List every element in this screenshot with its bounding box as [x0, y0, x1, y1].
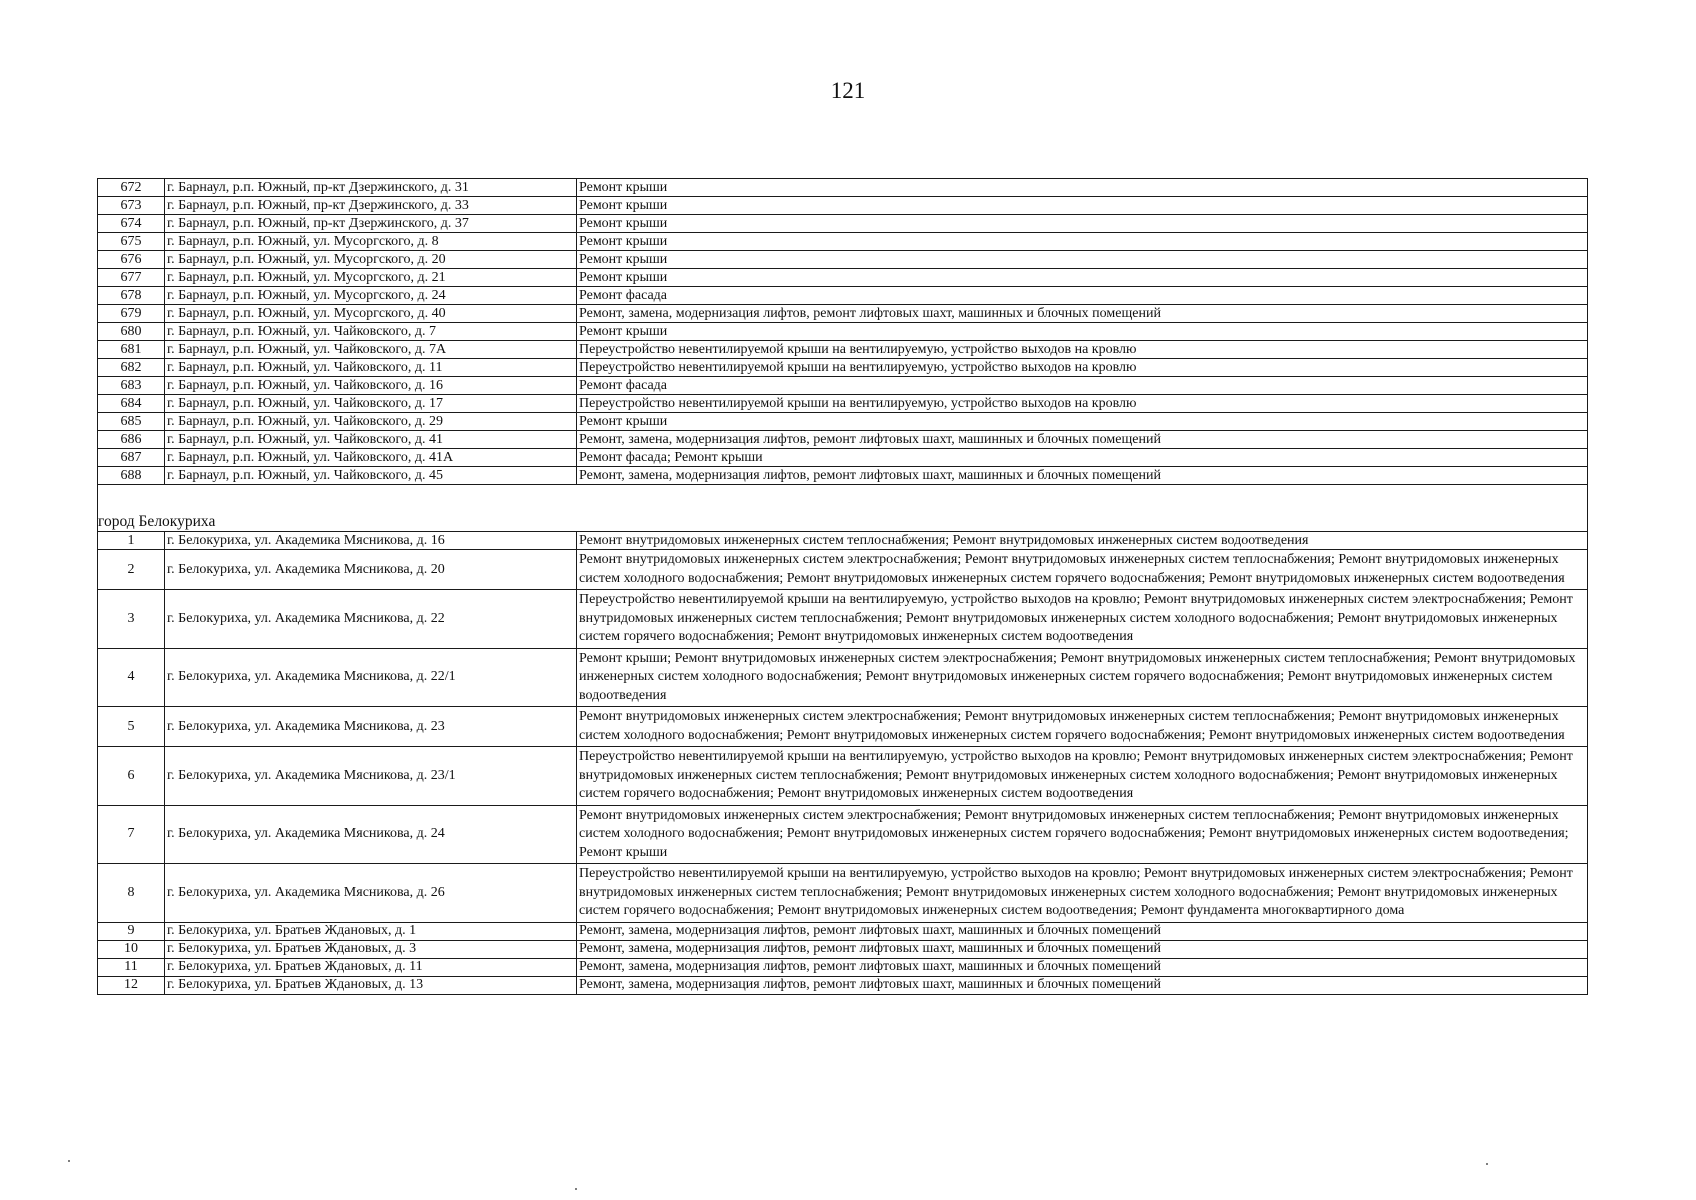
table-row — [98, 590, 1588, 649]
work-type-cell: Ремонт крыши — [577, 179, 1588, 197]
address-cell: г. Барнаул, р.п. Южный, ул. Мусоргского, д. 20 — [165, 251, 577, 269]
address-cell: г. Белокуриха, ул. Братьев Ждановых, д. 13 — [165, 976, 577, 994]
work-type-cell: Ремонт внутридомовых инженерных систем электроснабжения; Ремонт внутридомовых инженерных систем теплоснабжения; Ремонт внутридомовых инженерных систем холодного водоснабжения; Ремонт внутридомовых инженерных систем горячего водоснабжения; Ремонт внутридомовых инженерных систем водоотведения — [577, 707, 1588, 747]
table-row — [98, 323, 1588, 341]
work-type-cell: Ремонт крыши — [577, 413, 1588, 431]
row-number-cell: 672 — [98, 179, 165, 197]
row-number-cell: 679 — [98, 305, 165, 323]
table-row — [98, 197, 1588, 215]
row-number-cell: 684 — [98, 395, 165, 413]
scan-speck — [1486, 1163, 1488, 1165]
address-cell: г. Барнаул, р.п. Южный, пр-кт Дзержинского, д. 33 — [165, 197, 577, 215]
table-row — [98, 648, 1588, 707]
row-number-cell: 11 — [98, 958, 165, 976]
address-cell: г. Барнаул, р.п. Южный, ул. Чайковского, д. 17 — [165, 395, 577, 413]
address-cell: г. Белокуриха, ул. Братьев Ждановых, д. 3 — [165, 940, 577, 958]
section-spacer-row — [98, 485, 1588, 513]
address-cell: г. Барнаул, р.п. Южный, ул. Чайковского, д. 7А — [165, 341, 577, 359]
address-cell: г. Барнаул, р.п. Южный, ул. Чайковского, д. 41 — [165, 431, 577, 449]
row-number-cell: 5 — [98, 707, 165, 747]
address-cell: г. Белокуриха, ул. Братьев Ждановых, д. 1 — [165, 922, 577, 940]
work-type-cell: Ремонт крыши — [577, 233, 1588, 251]
work-type-cell: Ремонт крыши — [577, 215, 1588, 233]
work-type-cell: Переустройство невентилируемой крыши на вентилируемую, устройство выходов на кровлю; Ремонт внутридомовых инженерных систем электроснабжения; Ремонт внутридомовых инженерных систем теплоснабжения; Ремонт внутридомовых инженерных систем холодного водоснабжения; Ремонт внутридомовых инженерных систем горячего водоснабжения; Ремонт внутридомовых инженерных систем водоотведения — [577, 747, 1588, 806]
table-row — [98, 532, 1588, 550]
address-cell: г. Барнаул, р.п. Южный, ул. Чайковского, д. 29 — [165, 413, 577, 431]
address-cell: г. Белокуриха, ул. Академика Мясникова, д. 23/1 — [165, 747, 577, 806]
table-row — [98, 467, 1588, 485]
table-row — [98, 431, 1588, 449]
work-type-cell: Ремонт, замена, модернизация лифтов, ремонт лифтовых шахт, машинных и блочных помещений — [577, 922, 1588, 940]
work-type-cell: Ремонт крыши — [577, 251, 1588, 269]
table-row — [98, 305, 1588, 323]
address-cell: г. Белокуриха, ул. Академика Мясникова, д. 24 — [165, 805, 577, 864]
address-cell: г. Белокуриха, ул. Академика Мясникова, д. 26 — [165, 864, 577, 923]
scan-speck — [68, 1160, 70, 1162]
table-row — [98, 341, 1588, 359]
table-row — [98, 449, 1588, 467]
repair-registry-table — [97, 178, 1588, 995]
work-type-cell: Переустройство невентилируемой крыши на вентилируемую, устройство выходов на кровлю; Ремонт внутридомовых инженерных систем электроснабжения; Ремонт внутридомовых инженерных систем теплоснабжения; Ремонт внутридомовых инженерных систем холодного водоснабжения; Ремонт внутридомовых инженерных систем горячего водоснабжения; Ремонт внутридомовых инженерных систем водоотведения; Ремонт фундамента многоквартирного дома — [577, 864, 1588, 923]
work-type-cell: Переустройство невентилируемой крыши на вентилируемую, устройство выходов на кровлю — [577, 341, 1588, 359]
work-type-cell: Ремонт, замена, модернизация лифтов, ремонт лифтовых шахт, машинных и блочных помещений — [577, 305, 1588, 323]
table-row — [98, 805, 1588, 864]
row-number-cell: 682 — [98, 359, 165, 377]
table-row — [98, 922, 1588, 940]
address-cell: г. Барнаул, р.п. Южный, ул. Чайковского, д. 16 — [165, 377, 577, 395]
table-row — [98, 359, 1588, 377]
address-cell: г. Белокуриха, ул. Академика Мясникова, д. 23 — [165, 707, 577, 747]
row-number-cell: 681 — [98, 341, 165, 359]
address-cell: г. Барнаул, р.п. Южный, ул. Мусоргского, д. 21 — [165, 269, 577, 287]
table-row — [98, 251, 1588, 269]
row-number-cell: 673 — [98, 197, 165, 215]
work-type-cell: Ремонт фасада; Ремонт крыши — [577, 449, 1588, 467]
row-number-cell: 7 — [98, 805, 165, 864]
table-row — [98, 233, 1588, 251]
row-number-cell: 683 — [98, 377, 165, 395]
address-cell: г. Барнаул, р.п. Южный, ул. Чайковского, д. 41А — [165, 449, 577, 467]
table-row — [98, 377, 1588, 395]
row-number-cell: 8 — [98, 864, 165, 923]
work-type-cell: Ремонт, замена, модернизация лифтов, ремонт лифтовых шахт, машинных и блочных помещений — [577, 958, 1588, 976]
work-type-cell: Ремонт фасада — [577, 377, 1588, 395]
work-type-cell: Переустройство невентилируемой крыши на вентилируемую, устройство выходов на кровлю — [577, 359, 1588, 377]
row-number-cell: 677 — [98, 269, 165, 287]
work-type-cell: Ремонт крыши — [577, 269, 1588, 287]
row-number-cell: 686 — [98, 431, 165, 449]
row-number-cell: 6 — [98, 747, 165, 806]
row-number-cell: 1 — [98, 532, 165, 550]
work-type-cell: Переустройство невентилируемой крыши на вентилируемую, устройство выходов на кровлю — [577, 395, 1588, 413]
work-type-cell: Ремонт, замена, модернизация лифтов, ремонт лифтовых шахт, машинных и блочных помещений — [577, 940, 1588, 958]
table-row — [98, 864, 1588, 923]
section-header-row — [98, 512, 1588, 532]
work-type-cell: Ремонт внутридомовых инженерных систем электроснабжения; Ремонт внутридомовых инженерных систем теплоснабжения; Ремонт внутридомовых инженерных систем холодного водоснабжения; Ремонт внутридомовых инженерных систем горячего водоснабжения; Ремонт внутридомовых инженерных систем водоотведения — [577, 550, 1588, 590]
work-type-cell: Ремонт, замена, модернизация лифтов, ремонт лифтовых шахт, машинных и блочных помещений — [577, 976, 1588, 994]
work-type-cell: Ремонт крыши — [577, 323, 1588, 341]
address-cell: г. Барнаул, р.п. Южный, ул. Мусоргского, д. 24 — [165, 287, 577, 305]
address-cell: г. Барнаул, р.п. Южный, ул. Чайковского, д. 11 — [165, 359, 577, 377]
row-number-cell: 674 — [98, 215, 165, 233]
work-type-cell: Ремонт, замена, модернизация лифтов, ремонт лифтовых шахт, машинных и блочных помещений — [577, 431, 1588, 449]
row-number-cell: 680 — [98, 323, 165, 341]
work-type-cell: Ремонт внутридомовых инженерных систем электроснабжения; Ремонт внутридомовых инженерных систем теплоснабжения; Ремонт внутридомовых инженерных систем холодного водоснабжения; Ремонт внутридомовых инженерных систем горячего водоснабжения; Ремонт внутридомовых инженерных систем водоотведения; Ремонт крыши — [577, 805, 1588, 864]
address-cell: г. Белокуриха, ул. Академика Мясникова, д. 22/1 — [165, 648, 577, 707]
work-type-cell: Ремонт внутридомовых инженерных систем теплоснабжения; Ремонт внутридомовых инженерных систем водоотведения — [577, 532, 1588, 550]
table-row — [98, 395, 1588, 413]
address-cell: г. Белокуриха, ул. Академика Мясникова, д. 16 — [165, 532, 577, 550]
work-type-cell: Ремонт, замена, модернизация лифтов, ремонт лифтовых шахт, машинных и блочных помещений — [577, 467, 1588, 485]
work-type-cell: Ремонт крыши; Ремонт внутридомовых инженерных систем электроснабжения; Ремонт внутридомовых инженерных систем теплоснабжения; Ремонт внутридомовых инженерных систем холодного водоснабжения; Ремонт внутридомовых инженерных систем горячего водоснабжения; Ремонт внутридомовых инженерных систем водоотведения — [577, 648, 1588, 707]
row-number-cell: 4 — [98, 648, 165, 707]
address-cell: г. Барнаул, р.п. Южный, пр-кт Дзержинского, д. 37 — [165, 215, 577, 233]
row-number-cell: 676 — [98, 251, 165, 269]
address-cell: г. Белокуриха, ул. Академика Мясникова, д. 20 — [165, 550, 577, 590]
table-row — [98, 287, 1588, 305]
table-row — [98, 550, 1588, 590]
section-title: город Белокуриха — [98, 512, 1588, 532]
address-cell: г. Барнаул, р.п. Южный, пр-кт Дзержинского, д. 31 — [165, 179, 577, 197]
section-spacer-cell — [98, 485, 1588, 513]
table-row — [98, 707, 1588, 747]
address-cell: г. Белокуриха, ул. Академика Мясникова, д. 22 — [165, 590, 577, 649]
address-cell: г. Белокуриха, ул. Братьев Ждановых, д. 11 — [165, 958, 577, 976]
table-row — [98, 747, 1588, 806]
page-number: 121 — [830, 78, 866, 103]
registry-body — [98, 179, 1588, 995]
table-row — [98, 269, 1588, 287]
row-number-cell: 687 — [98, 449, 165, 467]
table-row — [98, 179, 1588, 197]
table-row — [98, 976, 1588, 994]
row-number-cell: 685 — [98, 413, 165, 431]
address-cell: г. Барнаул, р.п. Южный, ул. Чайковского, д. 7 — [165, 323, 577, 341]
table-row — [98, 940, 1588, 958]
table-row — [98, 958, 1588, 976]
address-cell: г. Барнаул, р.п. Южный, ул. Мусоргского, д. 8 — [165, 233, 577, 251]
row-number-cell: 12 — [98, 976, 165, 994]
work-type-cell: Переустройство невентилируемой крыши на вентилируемую, устройство выходов на кровлю; Ремонт внутридомовых инженерных систем электроснабжения; Ремонт внутридомовых инженерных систем теплоснабжения; Ремонт внутридомовых инженерных систем холодного водоснабжения; Ремонт внутридомовых инженерных систем горячего водоснабжения; Ремонт внутридомовых инженерных систем водоотведения — [577, 590, 1588, 649]
row-number-cell: 2 — [98, 550, 165, 590]
work-type-cell: Ремонт крыши — [577, 197, 1588, 215]
row-number-cell: 678 — [98, 287, 165, 305]
row-number-cell: 3 — [98, 590, 165, 649]
address-cell: г. Барнаул, р.п. Южный, ул. Чайковского, д. 45 — [165, 467, 577, 485]
scan-speck — [575, 1188, 577, 1190]
work-type-cell: Ремонт фасада — [577, 287, 1588, 305]
address-cell: г. Барнаул, р.п. Южный, ул. Мусоргского, д. 40 — [165, 305, 577, 323]
table-row — [98, 215, 1588, 233]
row-number-cell: 675 — [98, 233, 165, 251]
row-number-cell: 688 — [98, 467, 165, 485]
row-number-cell: 9 — [98, 922, 165, 940]
row-number-cell: 10 — [98, 940, 165, 958]
table-row — [98, 413, 1588, 431]
